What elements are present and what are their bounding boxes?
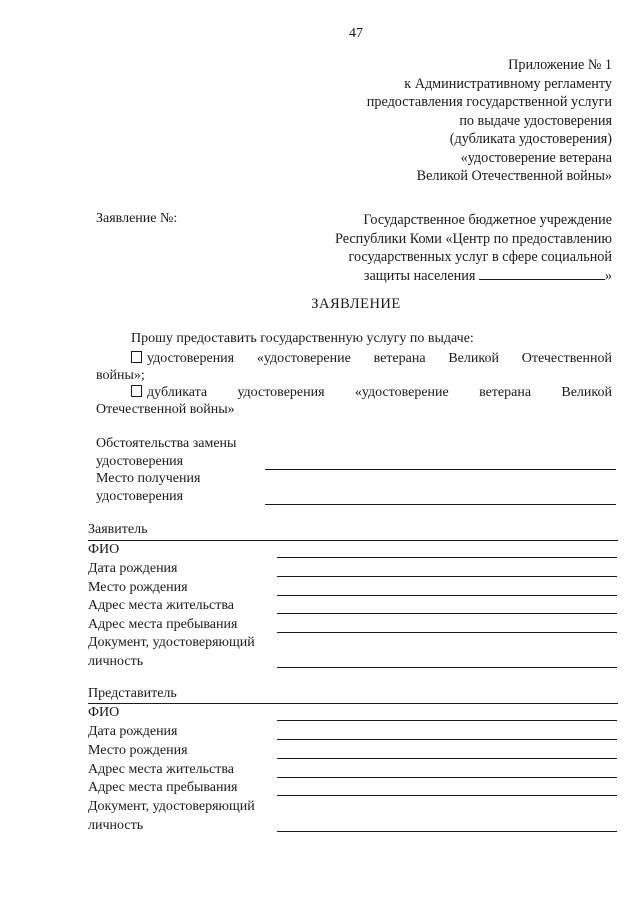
option-word: ветерана [479,385,532,400]
representative-residence-label: Адрес места жительства [88,762,234,777]
appendix-line: предоставления государственной услуги [366,94,612,110]
representative-stay-field[interactable] [277,795,617,796]
representative-fio-label: ФИО [88,705,120,720]
institution-line: Республики Коми «Центр по предоставлению [335,230,612,247]
representative-stay-label: Адрес места пребывания [88,780,238,795]
option-duplicate [96,385,612,419]
representative-birth-date-label: Дата рождения [88,724,178,739]
representative-residence-field[interactable] [277,777,617,778]
option-word: Великой [448,351,499,366]
appendix-line: «удостоверение ветерана [460,149,612,166]
application-number-label: Заявление №: [96,211,178,226]
representative-birth-date-field[interactable] [277,739,617,740]
page-number: 47 [349,26,363,41]
appendix-line: Великой Отечественной войны» [416,168,612,184]
option-word: ветерана [373,351,426,366]
option-word: Отечественной [521,351,612,366]
representative-divider [88,703,618,704]
replacement-circumstances-label: Обстоятельства замены удостоверения [96,436,237,469]
appendix-line: по выдаче удостоверения [459,112,612,129]
representative-fio-field[interactable] [277,720,617,721]
checkbox-duplicate[interactable] [131,385,142,397]
checkbox-certificate[interactable] [131,351,142,363]
representative-birth-place-field[interactable] [277,758,617,759]
receipt-place-field[interactable] [265,504,616,505]
applicant-stay-label: Адрес места пребывания [88,617,238,632]
representative-birth-place-label: Место рождения [88,743,188,758]
applicant-heading: Заявитель [88,522,148,537]
option-word: удостоверения [237,385,325,400]
recipient-institution [335,211,612,285]
appendix-line: к Административному регламенту [404,75,612,92]
representative-heading: Представитель [88,686,177,701]
applicant-fio-field[interactable] [277,557,617,558]
institution-blank-field[interactable] [479,267,605,280]
applicant-birth-place-field[interactable] [277,595,617,596]
institution-line-last [335,267,612,286]
receipt-place-label: Место получения удостоверения [96,471,201,504]
representative-id-document-label: Документ, удостоверяющий личность [88,799,255,833]
appendix-header [367,56,612,186]
option-word: удостоверения [147,351,235,366]
option-word: дубликата [147,385,208,400]
appendix-line: Приложение № 1 [508,57,612,73]
appendix-line: (дубликата удостоверения) [449,131,612,147]
institution-line-end: » [604,267,612,284]
option-continuation: Отечественной войны» [96,401,235,417]
applicant-id-document-field[interactable] [277,667,617,668]
institution-line-start: защиты населения [363,267,479,284]
option-continuation: войны»; [96,367,145,383]
option-word: «удостоверение [256,351,351,366]
replacement-circumstances-field[interactable] [265,469,616,470]
document-title: ЗАЯВЛЕНИЕ [311,296,401,312]
institution-line: Государственное бюджетное учреждение [363,212,612,228]
applicant-fio-label: ФИО [88,542,120,557]
applicant-id-document-label: Документ, удостоверяющий личность [88,635,255,669]
applicant-birth-date-field[interactable] [277,576,617,577]
representative-id-document-field[interactable] [277,831,617,832]
applicant-residence-field[interactable] [277,613,617,614]
option-word: «удостоверение [354,385,449,400]
request-intro: Прошу предоставить государственную услугу по выдаче: [131,331,474,346]
applicant-residence-label: Адрес места жительства [88,598,234,613]
option-certificate [96,351,612,385]
applicant-stay-field[interactable] [277,632,617,633]
option-word: Великой [561,385,612,400]
applicant-birth-date-label: Дата рождения [88,561,178,576]
institution-line: государственных услуг в сфере социальной [348,249,612,265]
applicant-birth-place-label: Место рождения [88,580,188,595]
applicant-divider [88,540,618,541]
